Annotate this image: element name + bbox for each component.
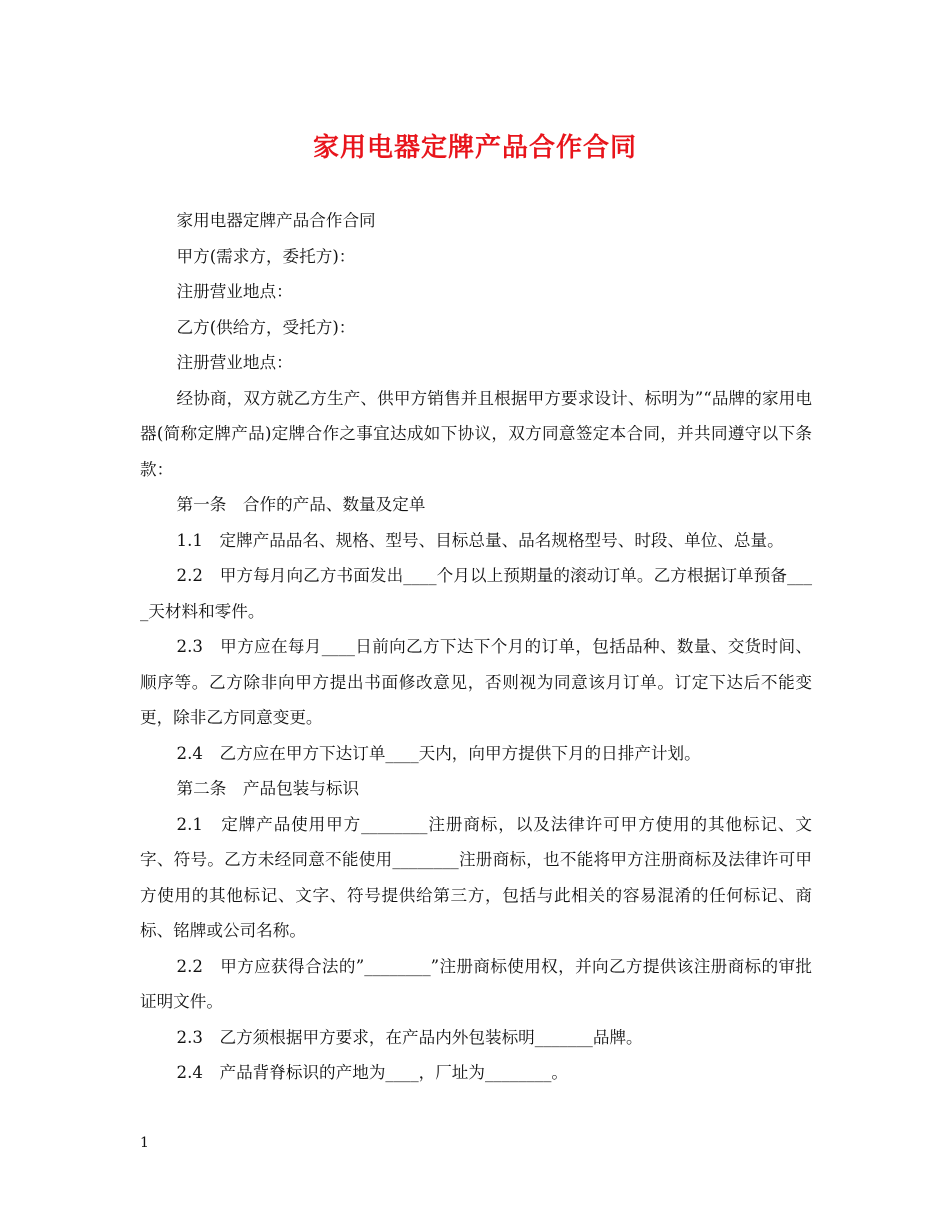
paragraph-contract-name: 家用电器定牌产品合作合同 <box>176 211 376 230</box>
document-title: 家用电器定牌产品合作合同 <box>312 133 637 163</box>
clause-2-4-origin: 2.4 产品背脊标识的产地为____，厂址为________。 <box>176 1063 568 1082</box>
document-body <box>140 203 812 1091</box>
clause-2-1-trademark: 2.1 定牌产品使用甲方________注册商标，以及法律许可甲方使用的其他标记、文字、符号。乙方未经同意不能使用________注册商标，也不能将甲方注册商标及法律许可甲方使用的其他标记、文字、符号提供给第三方，包括与此相关的容易混淆的任何标记、商标、铭牌或公司名称。 <box>140 814 812 940</box>
clause-2-3-packaging: 2.3 乙方须根据甲方要求，在产品内外包装标明_______品牌。 <box>176 1027 643 1047</box>
page-number: 1 <box>140 1135 149 1151</box>
paragraph-party-b-address: 注册营业地点： <box>176 353 293 372</box>
article-1-heading: 第一条 合作的产品、数量及定单 <box>176 495 426 514</box>
paragraph-party-a: 甲方(需求方，委托方)： <box>176 246 356 266</box>
clause-2-3-orders: 2.3 甲方应在每月____日前向乙方下达下个月的订单，包括品种、数量、交货时间、顺序等。乙方除非向甲方提出书面修改意见，否则视为同意该月订单。订定下达后不能变更，除非乙方同意变更。 <box>140 637 812 727</box>
clause-1-1: 1.1 定牌产品品名、规格、型号、目标总量、品名规格型号、时段、单位、总量。 <box>176 530 784 550</box>
clause-2-2-orders: 2.2 甲方每月向乙方书面发出____个月以上预期量的滚动订单。乙方根据订单预备____天材料和零件。 <box>140 566 812 621</box>
paragraph-preamble: 经协商，双方就乙方生产、供甲方销售并且根据甲方要求设计、标明为”“品牌的家用电器(简称定牌产品)定牌合作之事宜达成如下协议，双方同意签定本合同，并共同遵守以下条款： <box>140 388 812 479</box>
clause-2-2-trademark: 2.2 甲方应获得合法的”________”注册商标使用权，并向乙方提供该注册商标的审批证明文件。 <box>140 956 812 1011</box>
paragraph-party-a-address: 注册营业地点： <box>176 282 293 301</box>
paragraph-party-b: 乙方(供给方，受托方)： <box>176 317 356 337</box>
article-2-heading: 第二条 产品包装与标识 <box>176 779 360 798</box>
clause-2-4-schedule: 2.4 乙方应在甲方下达订单____天内，向甲方提供下月的日排产计划。 <box>176 743 701 763</box>
